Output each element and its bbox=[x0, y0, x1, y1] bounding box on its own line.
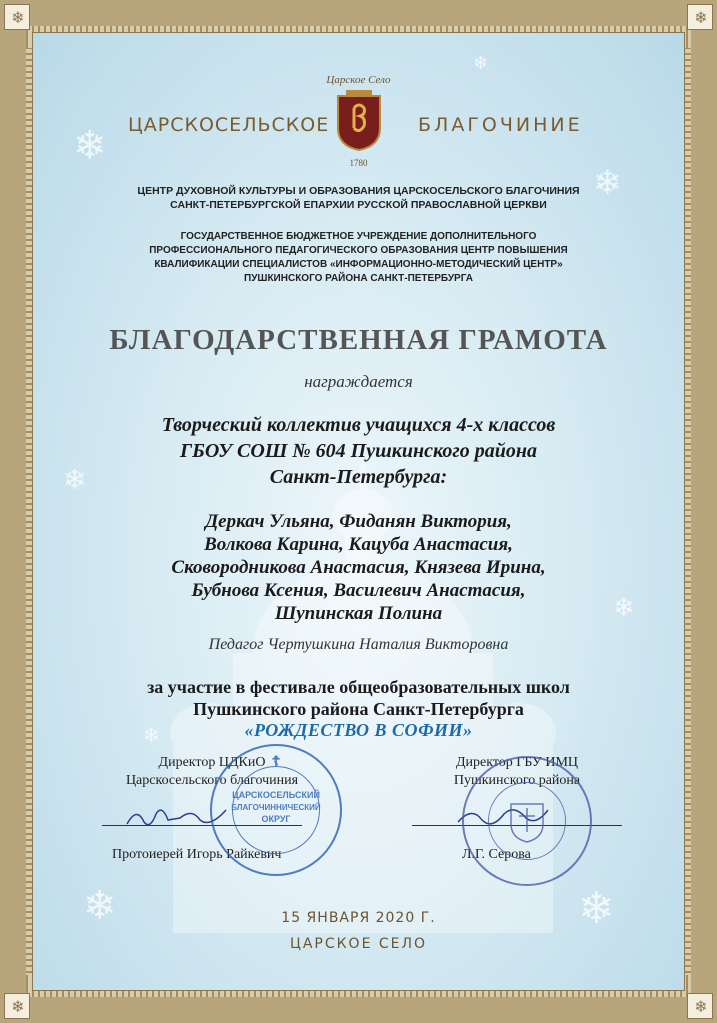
snowflake-icon: ❄ bbox=[613, 593, 635, 623]
signatory-position: Царскосельского благочиния bbox=[125, 773, 299, 788]
snowflake-icon: ❄ bbox=[694, 997, 708, 1016]
names-line: Бубнова Ксения, Василевич Анастасия, bbox=[191, 580, 526, 601]
snowflake-icon: ❄ bbox=[578, 883, 615, 934]
coat-of-arms-icon bbox=[334, 88, 384, 152]
emblem-icon bbox=[507, 798, 547, 844]
logo-text-right: БЛАГОЧИНИЕ bbox=[418, 114, 583, 136]
seal-text: ЦАРСКОСЕЛЬСКИЙ bbox=[232, 790, 320, 800]
recipient-line: Творческий коллектив учащихся 4-х классов bbox=[161, 414, 556, 436]
org-line: САНКТ-ПЕТЕРБУРГСКОЙ ЕПАРХИИ РУССКОЙ ПРАВОСЛАВНОЙ ЦЕРКВИ bbox=[170, 199, 547, 211]
participation-text bbox=[32, 676, 685, 720]
signatory-position: Директор ЦДКиО bbox=[158, 755, 266, 770]
seal-text: ОКРУГ bbox=[261, 814, 291, 824]
org-line: ЦЕНТР ДУХОВНОЙ КУЛЬТУРЫ И ОБРАЗОВАНИЯ ЦАРСКОСЕЛЬСКОГО БЛАГОЧИНИЯ bbox=[137, 185, 580, 197]
participation-line: за участие в фестивале общеобразовательных школ bbox=[147, 677, 570, 697]
logo-year: 1780 bbox=[349, 158, 368, 168]
corner-ornament bbox=[4, 993, 30, 1019]
participation-line: Пушкинского района Санкт-Петербурга bbox=[193, 699, 524, 719]
seal-text: БЛАГОЧИННИЧЕСКИЙ bbox=[231, 803, 321, 812]
signatory-position: Пушкинского района bbox=[453, 773, 581, 788]
festival-name: «РОЖДЕСТВО В СОФИИ» bbox=[244, 720, 473, 740]
issue-place: ЦАРСКОЕ СЕЛО bbox=[289, 936, 428, 952]
snowflake-icon: ❄ bbox=[83, 883, 117, 929]
names-line: Волкова Карина, Кацуба Анастасия, bbox=[204, 534, 513, 555]
signatory-name-left: Протоиерей Игорь Райкевич bbox=[112, 847, 282, 862]
organization-name bbox=[32, 184, 685, 212]
corner-ornament bbox=[4, 4, 30, 30]
corner-ornament bbox=[687, 4, 713, 30]
org-line: ПУШКИНСКОГО РАЙОНА САНКТ-ПЕТЕРБУРГА bbox=[244, 273, 473, 284]
certificate-content bbox=[32, 32, 685, 991]
snowflake-icon: ❄ bbox=[11, 8, 25, 27]
snowflake-icon: ❄ bbox=[694, 8, 708, 27]
logo-caption: Царское Село bbox=[326, 74, 391, 86]
snowflake-icon: ❄ bbox=[73, 123, 107, 169]
org-line: ГОСУДАРСТВЕННОЕ БЮДЖЕТНОЕ УЧРЕЖДЕНИЕ ДОПОЛНИТЕЛЬНОГО bbox=[180, 231, 537, 242]
recipient bbox=[32, 412, 685, 490]
recipient-line: ГБОУ СОШ № 604 Пушкинского района bbox=[180, 440, 537, 462]
recipient-line: Санкт-Петербурга: bbox=[269, 466, 448, 488]
snowflake-icon: ❄ bbox=[143, 723, 160, 747]
names-line: Деркач Ульяна, Фиданян Виктория, bbox=[205, 511, 512, 532]
snowflake-icon: ❄ bbox=[593, 163, 622, 203]
snowflake-icon: ❄ bbox=[63, 463, 87, 496]
teacher-name: Педагог Чертушкина Наталия Викторовна bbox=[208, 636, 509, 653]
snowflake-icon: ❄ bbox=[11, 997, 25, 1016]
official-seal-right bbox=[462, 756, 592, 886]
official-seal-left bbox=[210, 744, 342, 876]
certificate-title: БЛАГОДАРСТВЕННАЯ ГРАМОТА bbox=[109, 324, 608, 356]
org-line: ПРОФЕССИОНАЛЬНОГО ПЕДАГОГИЧЕСКОГО ОБРАЗОВАНИЯ ЦЕНТР ПОВЫШЕНИЯ bbox=[149, 245, 568, 256]
corner-ornament bbox=[687, 993, 713, 1019]
organization-name-2 bbox=[32, 230, 685, 286]
issue-date: 15 ЯНВАРЯ 2020 Г. bbox=[281, 910, 436, 926]
student-names bbox=[32, 510, 685, 625]
org-line: КВАЛИФИКАЦИИ СПЕЦИАЛИСТОВ «ИНФОРМАЦИОННО-МЕТОДИЧЕСКИЙ ЦЕНТР» bbox=[154, 259, 563, 270]
logo-text-left: ЦАРСКОСЕЛЬСКОЕ bbox=[128, 114, 330, 136]
awarded-label: награждается bbox=[304, 372, 413, 391]
names-line: Шупинская Полина bbox=[274, 603, 443, 624]
signatory-position: Директор ГБУ ИМЦ bbox=[455, 755, 579, 770]
signatory-name-right: Л.Г. Серова bbox=[462, 847, 531, 862]
names-line: Сковородникова Анастасия, Князева Ирина, bbox=[171, 557, 546, 578]
orthodox-cross-icon: ☦ bbox=[271, 753, 281, 769]
snowflake-icon: ❄ bbox=[473, 53, 489, 74]
